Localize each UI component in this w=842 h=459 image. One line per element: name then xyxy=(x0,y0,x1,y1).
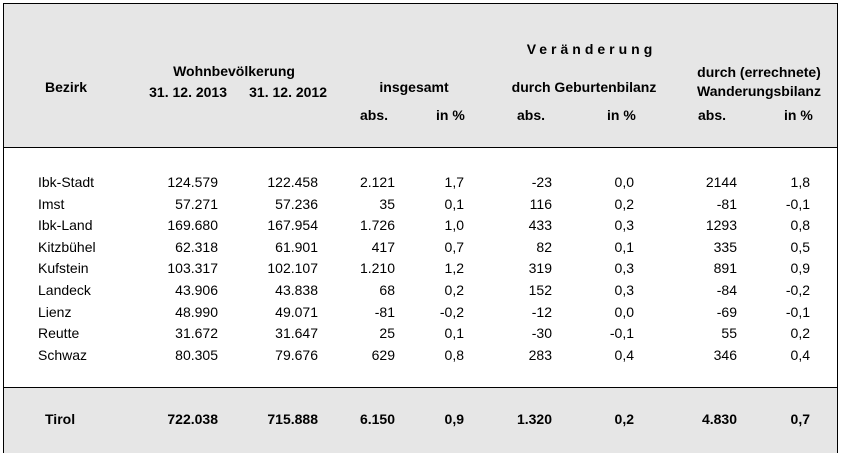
cell-wan-abs: 891 xyxy=(713,260,737,277)
cell-geb-pct: 0,3 xyxy=(614,260,634,277)
cell-wan-abs: -84 xyxy=(716,282,737,298)
cell-w2012: 31.647 xyxy=(275,325,318,342)
total-geb-abs: 1.320 xyxy=(516,411,552,427)
cell-geb-abs: 82 xyxy=(536,238,552,255)
cell-bezirk: Lienz xyxy=(38,303,72,320)
subheader-ges-pct: in % xyxy=(436,107,465,123)
cell-wan-abs: 346 xyxy=(713,346,737,363)
cell-wan-pct: 0,4 xyxy=(790,346,810,363)
cell-wan-pct: 0,8 xyxy=(790,217,810,234)
cell-w2012: 57.236 xyxy=(275,195,318,212)
total-wan-pct: 0,7 xyxy=(790,411,810,427)
cell-bezirk: Schwaz xyxy=(38,346,88,363)
cell-w2012: 61.901 xyxy=(275,238,318,255)
cell-w2012: 167.954 xyxy=(267,217,318,234)
cell-ges-abs: 35 xyxy=(379,195,395,212)
subheader-ges-abs: abs. xyxy=(360,107,389,123)
cell-geb-abs: -23 xyxy=(531,174,552,190)
cell-bezirk: Ibk-Land xyxy=(38,217,93,234)
cell-wan-pct: 0,2 xyxy=(790,325,810,342)
cell-geb-abs: -30 xyxy=(531,325,552,342)
cell-wan-pct: -0,1 xyxy=(785,195,810,212)
cell-wan-abs: 55 xyxy=(721,325,737,342)
cell-bezirk: Kitzbühel xyxy=(38,238,96,255)
header-insgesamt: insgesamt xyxy=(379,79,449,95)
cell-wan-pct: -0,2 xyxy=(785,282,810,298)
cell-wan-pct: 0,9 xyxy=(790,260,810,277)
total-w2013: 722.038 xyxy=(167,411,218,427)
cell-geb-abs: -12 xyxy=(531,303,552,320)
cell-w2013: 103.317 xyxy=(167,260,218,277)
cell-ges-abs: 25 xyxy=(379,325,395,342)
total-w2012: 715.888 xyxy=(267,411,318,427)
subheader-geb-pct: in % xyxy=(607,107,636,123)
cell-geb-pct: 0,1 xyxy=(614,238,634,255)
cell-ges-pct: 1,0 xyxy=(444,217,464,234)
cell-w2012: 122.458 xyxy=(267,174,318,190)
cell-w2013: 62.318 xyxy=(175,238,218,255)
cell-ges-abs: 1.726 xyxy=(359,217,395,234)
header-date-2013: 31. 12. 2013 xyxy=(149,84,227,100)
cell-ges-abs: 2.121 xyxy=(359,174,395,190)
cell-geb-abs: 433 xyxy=(528,217,552,234)
header-date-2012: 31. 12. 2012 xyxy=(249,84,327,100)
cell-wan-pct: 0,5 xyxy=(790,238,810,255)
cell-ges-pct: 1,2 xyxy=(444,260,464,277)
cell-geb-pct: 0,2 xyxy=(614,195,634,212)
cell-wan-abs: 1293 xyxy=(705,217,737,234)
cell-w2012: 49.071 xyxy=(275,303,318,320)
cell-ges-pct: 1,7 xyxy=(444,174,464,190)
cell-wan-abs: 335 xyxy=(713,238,737,255)
total-ges-pct: 0,9 xyxy=(444,411,464,427)
cell-geb-abs: 283 xyxy=(528,346,552,363)
cell-w2012: 79.676 xyxy=(275,346,318,363)
cell-ges-pct: 0,2 xyxy=(444,282,464,298)
cell-ges-pct: -0,2 xyxy=(439,303,464,320)
cell-ges-abs: 417 xyxy=(371,238,395,255)
header-wanderung-line2: Wanderungsbilanz xyxy=(697,83,821,99)
cell-bezirk: Reutte xyxy=(38,325,80,342)
subheader-wan-abs: abs. xyxy=(698,107,727,123)
cell-geb-pct: 0,4 xyxy=(614,346,634,363)
header-veraenderung: Veränderung xyxy=(526,41,657,57)
cell-bezirk: Imst xyxy=(38,195,65,212)
cell-ges-abs: 1.210 xyxy=(359,260,395,277)
header-wanderung-line1: durch (errechnete) xyxy=(697,64,821,80)
cell-wan-pct: 1,8 xyxy=(790,174,810,190)
cell-geb-pct: 0,0 xyxy=(614,303,634,320)
header-bezirk: Bezirk xyxy=(45,79,88,95)
cell-geb-abs: 152 xyxy=(528,282,552,298)
cell-bezirk: Kufstein xyxy=(38,260,89,277)
cell-w2013: 80.305 xyxy=(175,346,218,363)
cell-bezirk: Ibk-Stadt xyxy=(38,174,95,190)
header-geburtenbilanz: durch Geburtenbilanz xyxy=(511,79,657,95)
total-ges-abs: 6.150 xyxy=(359,411,395,427)
total-geb-pct: 0,2 xyxy=(614,411,634,427)
cell-ges-pct: 0,1 xyxy=(444,325,464,342)
cell-w2013: 124.579 xyxy=(167,174,218,190)
header-wohnbevoelkerung: Wohnbevölkerung xyxy=(173,63,295,79)
cell-ges-abs: 68 xyxy=(379,282,395,298)
cell-w2012: 102.107 xyxy=(267,260,318,277)
population-table xyxy=(3,3,838,453)
cell-w2013: 57.271 xyxy=(175,195,218,212)
cell-geb-pct: 0,3 xyxy=(614,217,634,234)
cell-geb-pct: -0,1 xyxy=(609,325,634,342)
cell-w2012: 43.838 xyxy=(275,282,318,298)
cell-ges-pct: 0,7 xyxy=(444,238,464,255)
cell-bezirk: Landeck xyxy=(38,282,91,298)
cell-w2013: 31.672 xyxy=(175,325,218,342)
cell-ges-abs: -81 xyxy=(374,303,395,320)
cell-ges-abs: 629 xyxy=(371,346,395,363)
cell-geb-abs: 319 xyxy=(528,260,552,277)
cell-geb-pct: 0,0 xyxy=(614,174,634,190)
cell-wan-abs: -81 xyxy=(716,195,737,212)
cell-w2013: 169.680 xyxy=(167,217,218,234)
cell-w2013: 43.906 xyxy=(175,282,218,298)
cell-wan-abs: -69 xyxy=(716,303,737,320)
cell-w2013: 48.990 xyxy=(175,303,218,320)
subheader-geb-abs: abs. xyxy=(517,107,546,123)
cell-wan-abs: 2144 xyxy=(705,174,737,190)
cell-geb-pct: 0,3 xyxy=(614,282,634,298)
cell-wan-pct: -0,1 xyxy=(785,303,810,320)
total-bezirk: Tirol xyxy=(45,411,76,427)
total-wan-abs: 4.830 xyxy=(701,411,737,427)
cell-ges-pct: 0,8 xyxy=(444,346,464,363)
cell-geb-abs: 116 xyxy=(529,195,552,212)
subheader-wan-pct: in % xyxy=(784,107,813,123)
cell-ges-pct: 0,1 xyxy=(444,195,464,212)
